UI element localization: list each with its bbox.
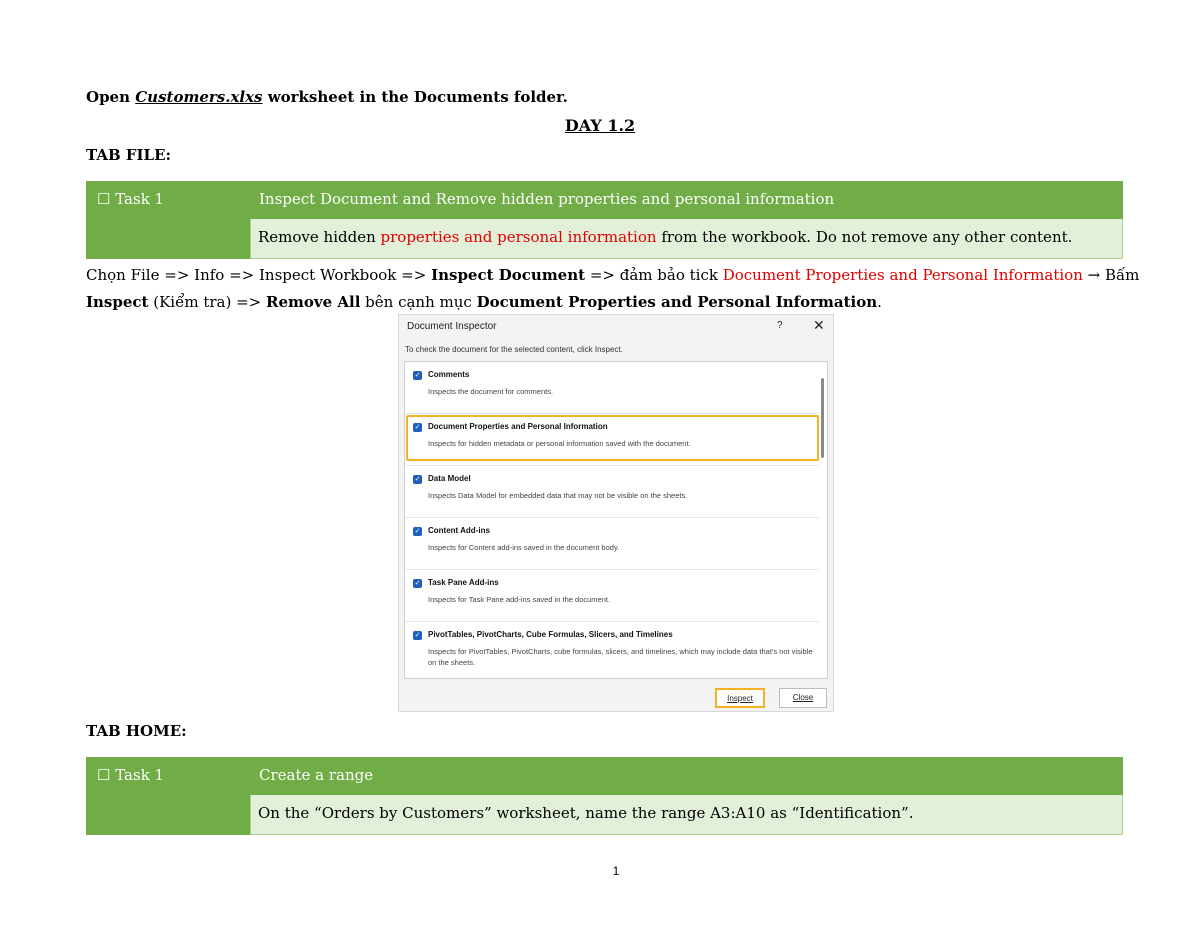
tab-file-heading: TAB FILE: [86,146,172,164]
intro-line: Open Customers.xlxs worksheet in the Documents folder. [86,88,568,106]
close-button[interactable]: Close [779,688,827,708]
task-table-file [86,181,1123,259]
instructions: Chọn File => Info => Inspect Workbook => Inspect Document => đảm bảo tick Document Properties and Personal Information → Bấm Inspect (Kiểm tra) => Remove All bên cạnh mục Document Properties and Personal Information. [86,266,1140,311]
list-item[interactable]: ✓ Data Model Inspects Data Model for embedded data that may not be visible on the sheets. [405,466,819,518]
help-icon[interactable]: ? [777,320,783,331]
checkbox-checked[interactable]: ✓ [414,580,421,587]
list-item[interactable]: ✓ Task Pane Add-ins Inspects for Task Pane add-ins saved in the document. [405,570,819,622]
task-table-home [86,757,1123,835]
highlight-box [406,415,819,461]
dialog-title: Document Inspector [407,321,497,332]
list-item[interactable]: ✓ PivotTables, PivotCharts, Cube Formulas, Slicers, and Timelines Inspects for PivotTables, PivotCharts, cube formulas, slicers, and timelines, which may include data that's not visible on the sheets. [414,630,813,667]
inspect-button[interactable]: Inspect [715,688,765,708]
task-description: Remove hidden properties and personal information from the workbook. Do not remove any other content. [250,219,1123,259]
checkbox-checked[interactable]: ✓ [414,476,421,483]
task-title: Inspect Document and Remove hidden properties and personal information [259,190,835,208]
task-label: ☐ Task 1 [97,190,165,208]
checkbox-checked[interactable]: ✓ [414,528,421,535]
close-icon[interactable]: ✕ [813,317,825,333]
list-item[interactable]: ✓ Content Add-ins Inspects for Content add-ins saved in the document body. [405,518,819,570]
tab-home-heading: TAB HOME: [86,722,187,740]
checkbox-checked[interactable]: ✓ [414,372,421,379]
task-description: On the “Orders by Customers” worksheet, name the range A3:A10 as “Identification”. [250,795,1123,835]
inspection-list [404,361,828,679]
dialog-subtitle: To check the document for the selected content, click Inspect. [405,345,623,354]
checkbox-checked[interactable]: ✓ [414,632,421,639]
list-item[interactable]: ✓ Comments Inspects the document for comments. [405,362,819,414]
page-number: 1 [612,864,620,878]
scrollbar[interactable] [821,378,824,458]
day-title: DAY 1.2 [564,116,636,135]
list-item[interactable]: ✓ Document Properties and Personal Information Inspects for hidden metadata or personal information saved with the document. [405,414,819,466]
document-inspector-dialog [398,314,834,712]
checkbox-checked[interactable]: ✓ [414,424,421,431]
task-label: ☐ Task 1 [97,766,165,784]
task-title: Create a range [259,766,374,784]
intro-filename: Customers.xlxs [135,88,263,106]
